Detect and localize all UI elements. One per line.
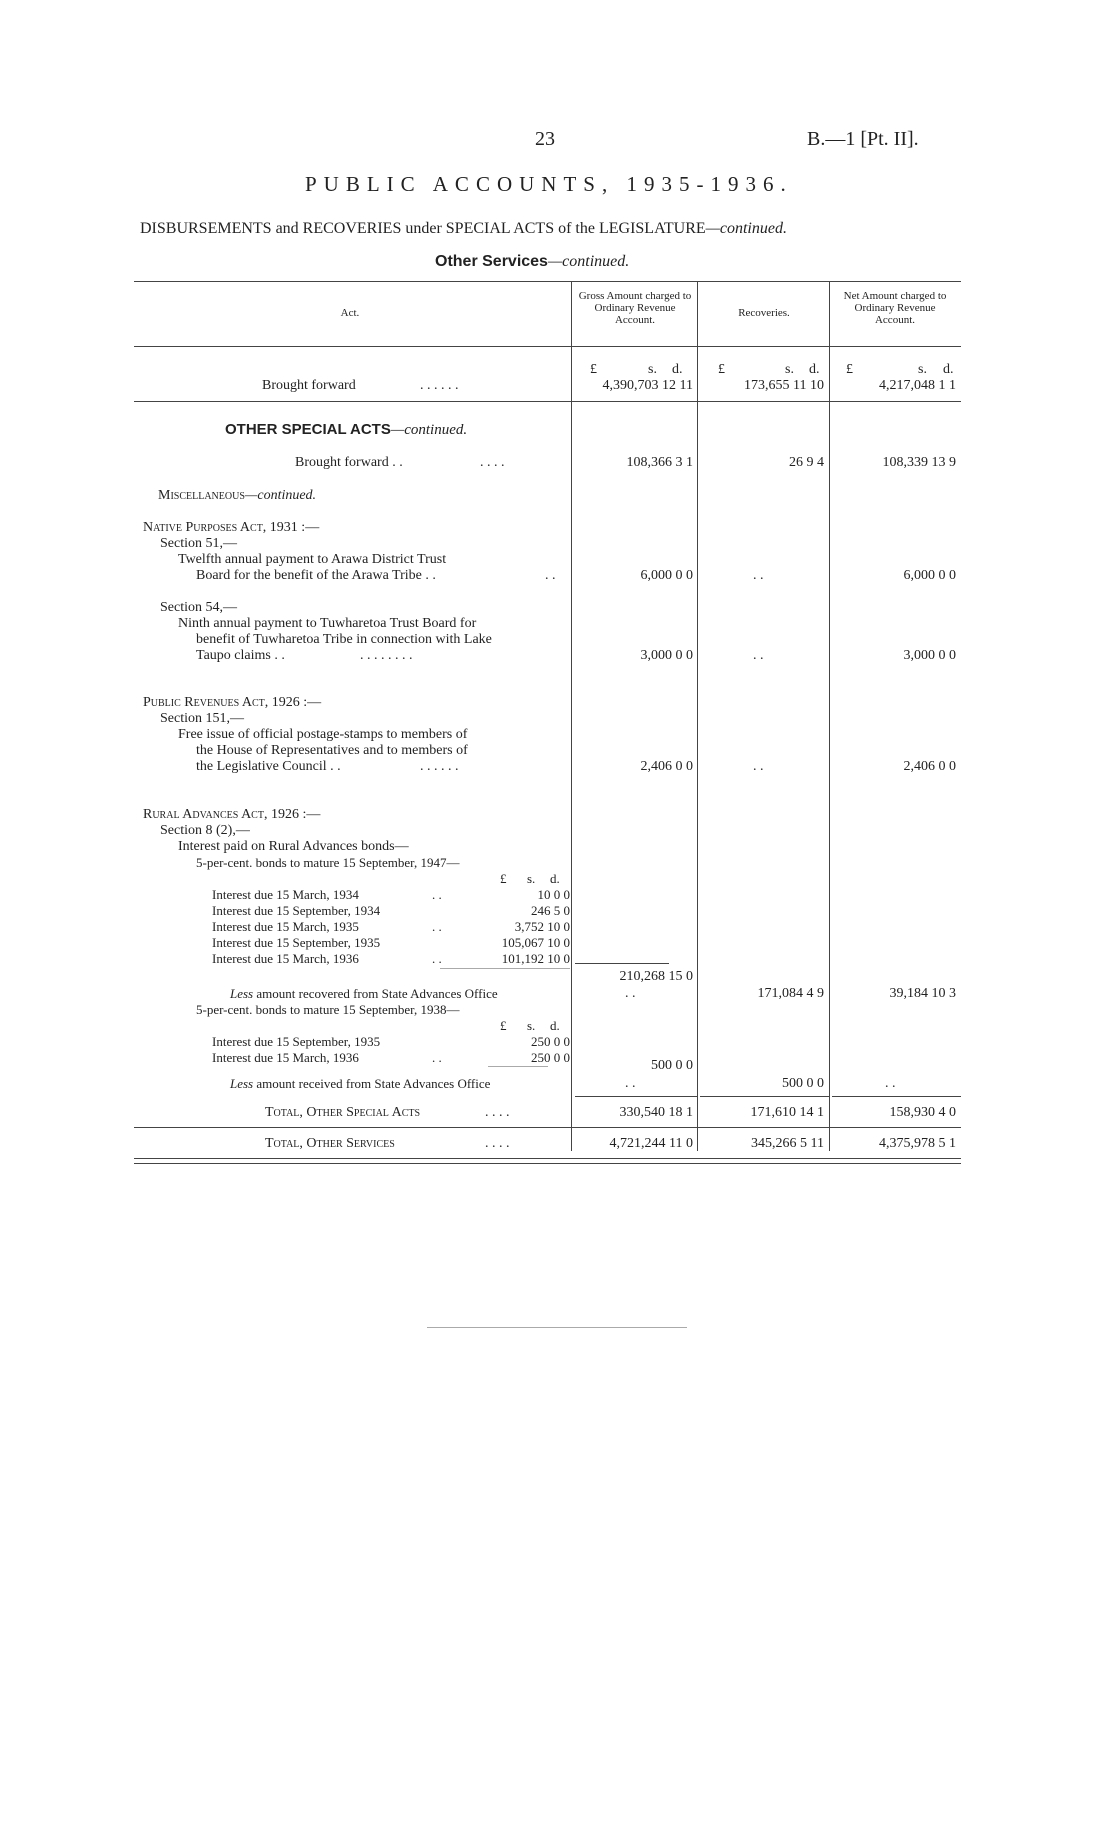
- table-bottom-rule: [134, 1158, 961, 1159]
- native-net-2: 3,000 0 0: [903, 648, 956, 663]
- rural-less-1-italic: Less: [230, 986, 254, 1001]
- rural-interest-4-label: Interest due 15 September, 1935: [212, 935, 381, 950]
- page-footer-rule: [427, 1327, 687, 1328]
- rural-advances-line-1: Interest paid on Rural Advances bonds—: [178, 839, 409, 854]
- currency-pound-rec: £: [718, 362, 725, 377]
- brought-forward-net: 4,217,048 1 1: [879, 378, 956, 393]
- brought-forward-2-label: Brought forward . .: [295, 455, 403, 470]
- column-rule-2: [697, 281, 698, 1151]
- subtitle: [140, 220, 787, 238]
- other-special-acts-heading: [225, 421, 467, 439]
- rural-bonds-1947: 5-per-cent. bonds to mature 15 September, 1947—: [196, 855, 460, 870]
- currency-d-rec: d.: [809, 362, 820, 377]
- rural-subcol-s-1: s.: [527, 871, 536, 886]
- rural-interest-7-dots: . .: [432, 1050, 442, 1065]
- currency-d-net: d.: [943, 362, 954, 377]
- native-net-1: 6,000 0 0: [903, 568, 956, 583]
- native-rec-2: . .: [753, 648, 764, 663]
- native-line-5: Taupo claims . .: [196, 648, 285, 663]
- other-special-acts-continued: —continued.: [390, 422, 468, 438]
- rural-rec-2: 500 0 0: [782, 1076, 824, 1091]
- rural-gross-1: 210,268 15 0: [619, 969, 693, 984]
- totals-rule-rec: [700, 1096, 829, 1097]
- section-heading-continued: —continued.: [547, 253, 630, 270]
- brought-forward-label: Brought forward: [262, 378, 356, 393]
- rural-less-1: [230, 986, 498, 1002]
- header-bottom-rule: [134, 346, 961, 347]
- currency-s-gross: s.: [648, 362, 657, 377]
- native-line-2-dots: . .: [545, 568, 556, 583]
- currency-s-net: s.: [918, 362, 927, 377]
- subtitle-main: DISBURSEMENTS and RECOVERIES under SPECIAL ACTS of the LEGISLATURE: [140, 220, 706, 237]
- public-revenues-gross: 2,406 0 0: [640, 759, 693, 774]
- brought-forward-rule: [134, 401, 961, 402]
- currency-pound-net: £: [846, 362, 853, 377]
- total-other-services-rec: 345,266 5 11: [751, 1136, 824, 1151]
- table-top-rule: [134, 281, 961, 282]
- rural-subcol-d-2: d.: [550, 1018, 560, 1033]
- rural-interest-6-label: Interest due 15 September, 1935: [212, 1034, 381, 1049]
- rural-advances-act: Rural Advances Act, 1926 :—: [143, 807, 321, 822]
- native-section-54: Section 54,—: [160, 600, 237, 615]
- page-number: 23: [535, 128, 555, 150]
- public-revenues-section: Section 151,—: [160, 711, 244, 726]
- rural-interest-1-label: Interest due 15 March, 1934: [212, 887, 359, 902]
- native-rec-1: . .: [753, 568, 764, 583]
- rural-interest-3-label: Interest due 15 March, 1935: [212, 919, 359, 934]
- public-revenues-act: Public Revenues Act, 1926 :—: [143, 695, 322, 710]
- rural-interest-2-label: Interest due 15 September, 1934: [212, 903, 381, 918]
- brought-forward-2-dots: . . . .: [480, 455, 505, 470]
- column-header-act: Act.: [340, 307, 360, 319]
- rural-less-2-gross: . .: [625, 1076, 636, 1091]
- rural-interest-5-label: Interest due 15 March, 1936: [212, 951, 359, 966]
- native-gross-1: 6,000 0 0: [640, 568, 693, 583]
- total-other-services-gross: 4,721,244 11 0: [609, 1136, 693, 1151]
- rural-interest-2-amount: 246 5 0: [531, 903, 570, 918]
- rural-interest-1-amount: 10 0 0: [537, 887, 570, 902]
- rural-less-2: [230, 1076, 490, 1092]
- native-section-51: Section 51,—: [160, 536, 237, 551]
- totals-rule-net: [832, 1096, 961, 1097]
- native-line-2: Board for the benefit of the Arawa Tribe . .: [196, 568, 436, 583]
- rural-bonds-1938: 5-per-cent. bonds to mature 15 September, 1938—: [196, 1002, 460, 1017]
- rural-subcol-pound-1: £: [500, 871, 507, 886]
- other-special-acts-main: OTHER SPECIAL ACTS: [225, 421, 391, 438]
- rural-less-2-text: amount received from State Advances Office: [253, 1076, 491, 1091]
- document-reference: B.—1 [Pt. II].: [807, 128, 919, 150]
- section-heading: [435, 253, 629, 271]
- native-line-5-dots: . . . . . . . .: [360, 648, 413, 663]
- rural-interest-7-amount: 250 0 0: [531, 1050, 570, 1065]
- brought-forward-dots: . . . . . .: [420, 378, 459, 393]
- rural-subcol-d-1: d.: [550, 871, 560, 886]
- rural-interest-4-amount: 105,067 10 0: [501, 935, 570, 950]
- public-revenues-line-2: the House of Representatives and to members of: [196, 743, 468, 758]
- public-revenues-line-3: the Legislative Council . .: [196, 759, 341, 774]
- public-revenues-rec: . .: [753, 759, 764, 774]
- rural-gross-2: 500 0 0: [651, 1058, 693, 1073]
- total-other-special-acts-label: Total, Other Special Acts: [265, 1105, 421, 1120]
- rural-interest-5-dots: . .: [432, 951, 442, 966]
- total-other-special-acts-rec: 171,610 14 1: [750, 1105, 824, 1120]
- brought-forward-recoveries: 173,655 11 10: [744, 378, 824, 393]
- miscellaneous-main: Miscellaneous: [158, 488, 245, 503]
- total-other-services-net: 4,375,978 5 1: [879, 1136, 956, 1151]
- page-title: PUBLIC ACCOUNTS, 1935-1936.: [305, 172, 793, 196]
- brought-forward-gross: 4,390,703 12 11: [602, 378, 693, 393]
- rural-interest-1-dots: . .: [432, 887, 442, 902]
- gross-subtotal-rule: [575, 963, 669, 964]
- native-purposes-act: Native Purposes Act, 1931 :—: [143, 520, 320, 535]
- public-revenues-line-1: Free issue of official postage-stamps to members of: [178, 727, 468, 742]
- rural-interest-3-amount: 3,752 10 0: [514, 919, 570, 934]
- rural-subtotal-rule-2: [488, 1066, 548, 1067]
- column-rule-3: [829, 281, 830, 1151]
- column-header-net: Net Amount charged to Ordinary Revenue Account.: [843, 290, 947, 326]
- rural-subcol-s-2: s.: [527, 1018, 536, 1033]
- currency-d-gross: d.: [672, 362, 683, 377]
- currency-pound-gross: £: [590, 362, 597, 377]
- column-header-recoveries: Recoveries.: [738, 307, 790, 319]
- currency-s-rec: s.: [785, 362, 794, 377]
- rural-rec-1: 171,084 4 9: [757, 986, 824, 1001]
- rural-subtotal-rule-1: [440, 968, 570, 969]
- brought-forward-2-net: 108,339 13 9: [882, 455, 956, 470]
- column-rule-1: [571, 281, 572, 1151]
- totals-rule-gross: [575, 1096, 697, 1097]
- total-other-special-acts-gross: 330,540 18 1: [619, 1105, 693, 1120]
- rural-subcol-pound-2: £: [500, 1018, 507, 1033]
- rural-interest-7-label: Interest due 15 March, 1936: [212, 1050, 359, 1065]
- miscellaneous-heading: [158, 488, 316, 504]
- rural-interest-6-amount: 250 0 0: [531, 1034, 570, 1049]
- native-line-3: Ninth annual payment to Tuwharetoa Trust Board for: [178, 616, 477, 631]
- rural-advances-section: Section 8 (2),—: [160, 823, 250, 838]
- brought-forward-2-gross: 108,366 3 1: [626, 455, 693, 470]
- native-line-4: benefit of Tuwharetoa Tribe in connection with Lake: [196, 632, 492, 647]
- total-other-services-label: Total, Other Services: [265, 1136, 395, 1151]
- native-gross-2: 3,000 0 0: [640, 648, 693, 663]
- rural-interest-5-amount: 101,192 10 0: [501, 951, 570, 966]
- native-line-1: Twelfth annual payment to Arawa District Trust: [178, 552, 447, 567]
- section-heading-main: Other Services: [435, 253, 548, 270]
- total-special-rule: [134, 1127, 961, 1128]
- rural-less-1-gross: . .: [625, 986, 636, 1001]
- rural-less-2-italic: Less: [230, 1076, 254, 1091]
- total-other-special-acts-dots: . . . .: [485, 1105, 510, 1120]
- subtitle-continued: —continued.: [705, 220, 787, 237]
- rural-interest-3-dots: . .: [432, 919, 442, 934]
- column-header-gross: Gross Amount charged to Ordinary Revenue Account.: [578, 290, 692, 326]
- table-bottom-rule-double: [134, 1163, 961, 1164]
- public-revenues-line-3-dots: . . . . . .: [420, 759, 459, 774]
- brought-forward-2-recoveries: 26 9 4: [789, 455, 824, 470]
- public-revenues-net: 2,406 0 0: [903, 759, 956, 774]
- rural-net-1: 39,184 10 3: [889, 986, 956, 1001]
- total-other-services-dots: . . . .: [485, 1136, 510, 1151]
- total-other-special-acts-net: 158,930 4 0: [889, 1105, 956, 1120]
- miscellaneous-continued: —continued.: [244, 488, 317, 503]
- rural-net-2: . .: [885, 1076, 896, 1091]
- rural-less-1-text: amount recovered from State Advances Office: [253, 986, 498, 1001]
